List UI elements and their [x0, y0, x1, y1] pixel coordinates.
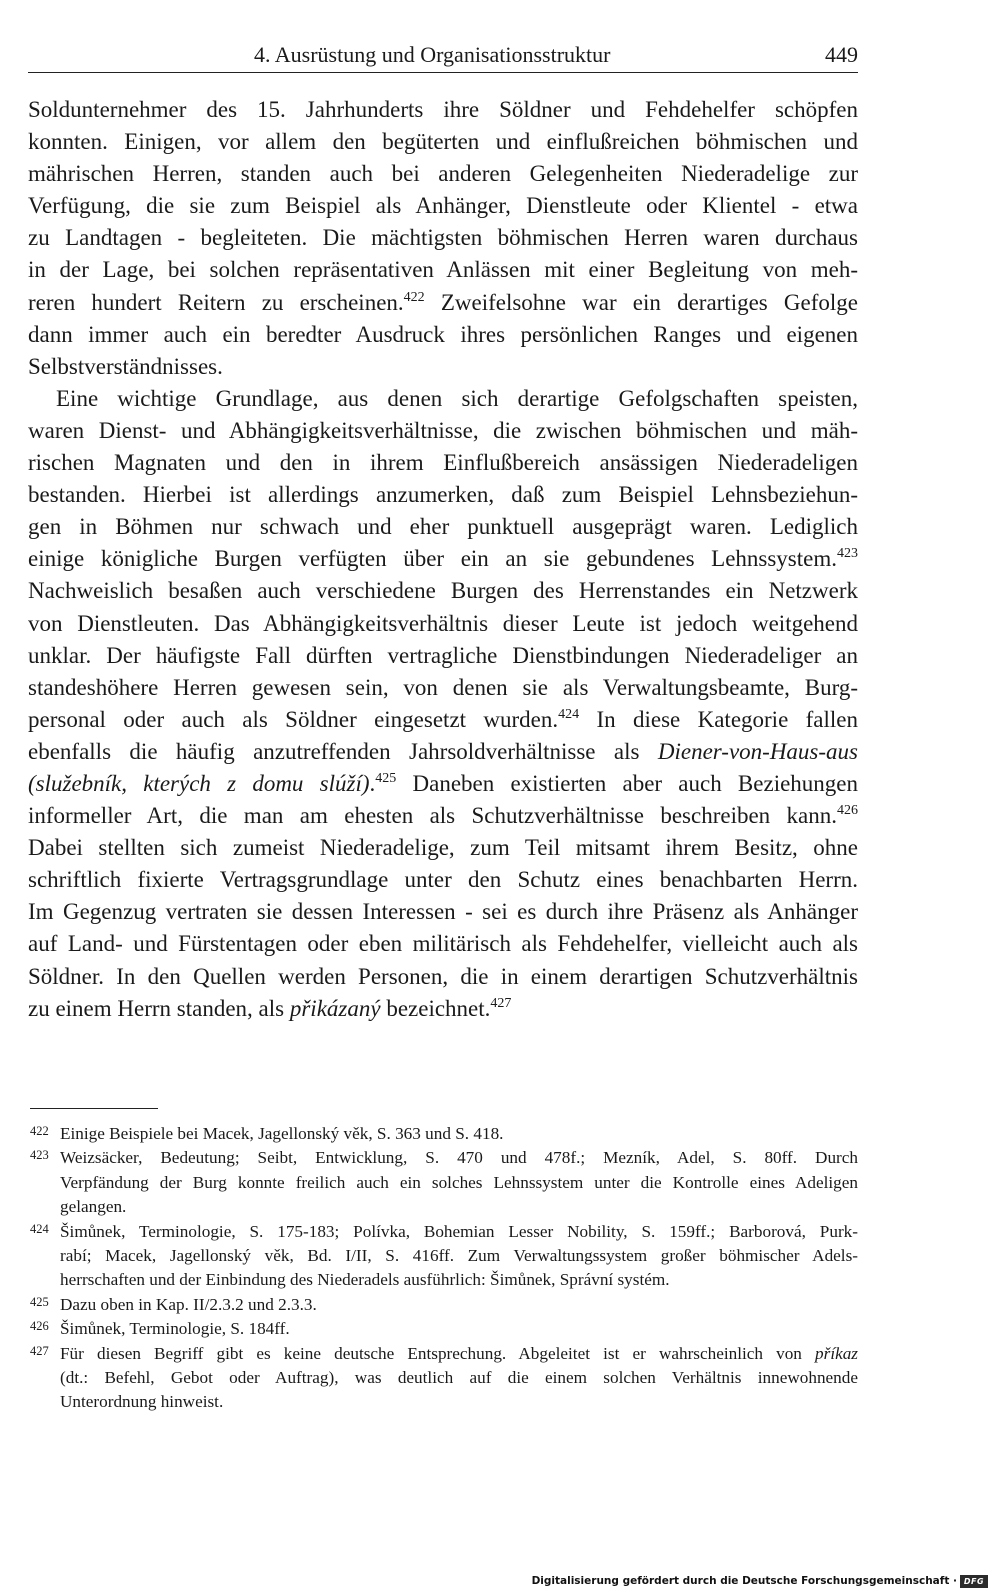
- text-line: [28, 736, 858, 768]
- footnote-line: herrschaften und der Einbindung des Niederadels ausführlich: Šimůnek, Správní systém.: [60, 1270, 670, 1290]
- text-line: mährischen Herren, standen auch bei anderen Gelegenheiten Niederadelige zur: [28, 161, 858, 187]
- body-text: [28, 94, 858, 1025]
- footnote-422: [30, 1122, 858, 1146]
- text-run: personal oder auch als Söldner eingesetzt wurden.: [28, 706, 559, 732]
- text-line: Nachweislich besaßen auch verschiedene Burgen des Herrenstandes ein Netzwerk: [28, 578, 858, 604]
- text-line: konnten. Einigen, vor allem den begüterten und einflußreichen böhmischen und: [28, 129, 858, 155]
- footnote-426: [30, 1317, 858, 1341]
- text-run: bezeichnet.: [380, 995, 491, 1021]
- footnote-line: Verpfändung der Burg konnte freilich auch ein solches Lehnssystem unter die Kontrolle eines Adeligen: [60, 1172, 858, 1192]
- footnote-427: [30, 1342, 858, 1415]
- text-run: informeller Art, die man am ehesten als Schutzverhältnisse beschreiben kann.: [28, 803, 837, 829]
- text-line: zu Landtagen - begleiteten. Die mächtigsten böhmischen Herren waren durchaus: [28, 225, 858, 251]
- footnote-number: 426: [30, 1319, 49, 1334]
- footnote-line: rabí; Macek, Jagellonský věk, Bd. I/II, S. 416ff. Zum Verwaltungssystem großer böhmischer Adels-: [60, 1246, 858, 1266]
- italic-term: příkaz: [815, 1343, 858, 1363]
- text-run: ebenfalls die häufig anzutreffenden Jahrsoldverhältnisse als: [28, 738, 658, 764]
- footnote-line: Šimůnek, Terminologie, S. 184ff.: [60, 1319, 290, 1339]
- text-run: In diese Kategorie fallen: [579, 706, 858, 732]
- text-run: Daneben existierten aber auch Beziehungen: [396, 770, 859, 796]
- footnote-line: gelangen.: [60, 1197, 127, 1217]
- footnote-divider: [30, 1108, 158, 1109]
- footnote-424: [30, 1220, 858, 1293]
- footnote-ref-424[interactable]: 424: [558, 706, 580, 722]
- footnote-ref-422[interactable]: 422: [403, 289, 425, 305]
- footnote-425: [30, 1293, 858, 1317]
- text-run: Für diesen Begriff gibt es keine deutsche Entsprechung. Abgeleitet ist er wahrscheinlich von: [60, 1343, 816, 1363]
- text-line: Soldunternehmer des 15. Jahrhunderts ihre Söldner und Fehdehelfer schöpfen: [28, 97, 858, 122]
- footnote-line: Weizsäcker, Bedeutung; Seibt, Entwicklung, S. 470 und 478f.; Mezník, Adel, S. 80ff. Durch: [60, 1148, 858, 1168]
- italic-term: přikázaný: [289, 995, 381, 1021]
- italic-term: Diener-von-Haus-aus: [657, 738, 858, 764]
- text-line: waren Dienst- und Abhängigkeitsverhältnisse, die zwischen böhmischen und mäh-: [28, 417, 858, 443]
- text-line: Dabei stellten sich zumeist Niederadelige, zum Teil mitsamt ihrem Besitz, ohne: [28, 835, 858, 861]
- text-run: reren hundert Reitern zu erscheinen.: [28, 289, 404, 315]
- footnote-line: Unterordnung hinweist.: [60, 1392, 224, 1412]
- footnote-ref-426[interactable]: 426: [837, 803, 858, 819]
- footnote-ref-425[interactable]: 425: [375, 770, 397, 786]
- text-line: [28, 993, 858, 1025]
- running-head: [28, 40, 858, 73]
- text-line: rischen Magnaten und den in ihrem Einflußbereich ansässigen Niederadeligen: [28, 450, 858, 476]
- footnote-number: 427: [30, 1343, 49, 1358]
- text-line: gen in Böhmen nur schwach und eher punktuell ausgeprägt waren. Lediglich: [28, 514, 858, 540]
- text-run: einige königliche Burgen verfügten über ein an sie gebundenes Lehnssystem.: [28, 546, 837, 572]
- footnote-ref-423[interactable]: 423: [837, 546, 858, 562]
- text-line: [28, 543, 858, 575]
- chapter-title: 4. Ausrüstung und Organisationsstruktur: [254, 42, 611, 67]
- text-line: von Dienstleuten. Das Abhängigkeitsverhältnis dieser Leute ist jedoch weitgehend: [28, 610, 858, 636]
- text-line: Selbstverständnisses.: [28, 353, 223, 379]
- text-line: schriftlich fixierte Vertragsgrundlage unter den Schutz eines benachbarten Herrn.: [28, 867, 858, 893]
- text-line: Eine wichtige Grundlage, aus denen sich derartige Gefolgschaften speisten,: [56, 385, 858, 411]
- text-line: Verfügung, die sie zum Beispiel als Anhänger, Dienstleute oder Klientel - etwa: [28, 193, 858, 219]
- text-line: bestanden. Hierbei ist allerdings anzumerken, daß zum Beispiel Lehnsbeziehun-: [28, 482, 858, 508]
- footnote-ref-427[interactable]: 427: [490, 995, 512, 1011]
- text-run: zu einem Herrn standen, als: [28, 995, 290, 1021]
- text-line: [28, 800, 858, 832]
- digitization-text: Digitalisierung gefördert durch die Deutsche Forschungsgemeinschaft ·: [531, 1575, 957, 1587]
- italic-term: (služebník, kterých z domu slúží): [28, 770, 370, 796]
- text-line: [28, 768, 858, 800]
- footnote-number: 424: [30, 1221, 49, 1236]
- text-line: standeshöhere Herren gewesen sein, von denen sie als Verwaltungsbeamte, Burg-: [28, 674, 858, 700]
- text-line: [28, 704, 858, 736]
- text-line: auf Land- und Fürstentagen oder eben militärisch als Fehdehelfer, vielleicht auch als: [28, 931, 858, 957]
- footnote-line: (dt.: Befehl, Gebot oder Auftrag), was deutlich auf die einem solchen Verhältnis innewohnende: [60, 1368, 858, 1388]
- footnote-number: 425: [30, 1294, 49, 1309]
- text-run: .: [369, 770, 376, 796]
- text-run: Zweifelsohne war ein derartiges Gefolge: [424, 289, 858, 315]
- footnote-line: Einige Beispiele bei Macek, Jagellonský věk, S. 363 und S. 418.: [60, 1124, 504, 1143]
- page-number: 449: [825, 42, 858, 67]
- text-line: Söldner. In den Quellen werden Personen, die in einem derartigen Schutzverhältnis: [28, 963, 858, 989]
- footnote-line: [60, 1342, 858, 1366]
- footnote-423: [30, 1146, 858, 1219]
- text-line: unklar. Der häufigste Fall dürften vertragliche Dienstbindungen Niederadeliger an: [28, 642, 858, 668]
- text-line: [28, 287, 858, 319]
- footnote-number: 423: [30, 1148, 49, 1163]
- footnote-line: Dazu oben in Kap. II/2.3.2 und 2.3.3.: [60, 1294, 317, 1314]
- dfg-logo: DFG: [960, 1575, 988, 1588]
- footnote-number: 422: [30, 1124, 49, 1138]
- footnote-line: Šimůnek, Terminologie, S. 175-183; Polívka, Bohemian Lesser Nobility, S. 159ff.; Barborová, Purk-: [60, 1221, 858, 1241]
- footnotes: [30, 1122, 858, 1415]
- text-line: in der Lage, bei solchen repräsentativen Anlässen mit einer Begleitung von meh-: [28, 257, 858, 283]
- text-line: dann immer auch ein beredter Ausdruck ihres persönlichen Ranges und eigenen: [28, 321, 858, 347]
- text-line: Im Gegenzug vertraten sie dessen Interessen - sei es durch ihre Präsenz als Anhänger: [28, 899, 858, 925]
- digitization-credit: [532, 1573, 988, 1589]
